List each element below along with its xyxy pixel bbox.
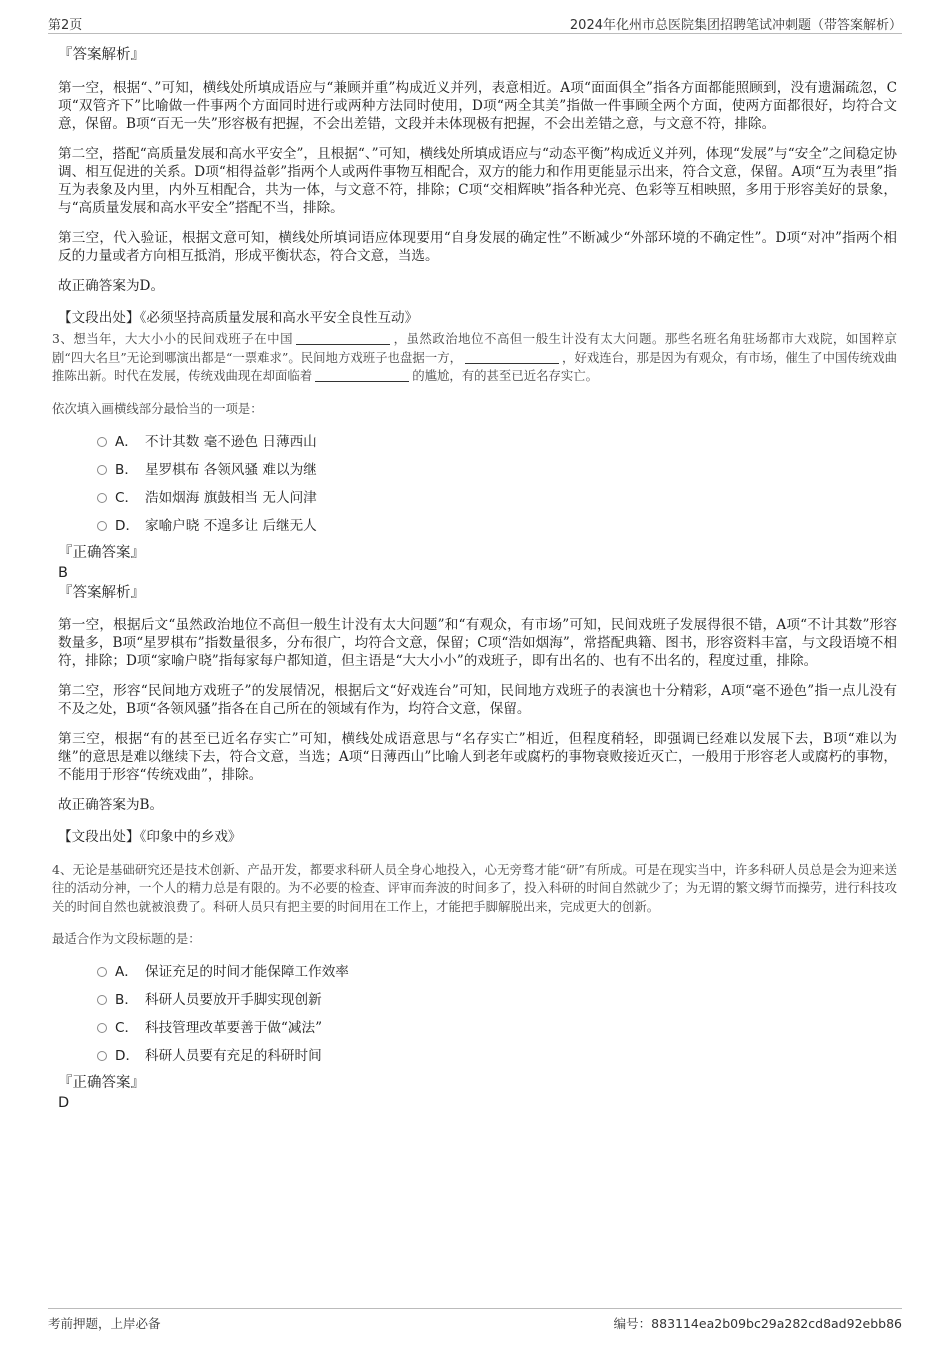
answer-conclusion: 故正确答案为B。 [58,796,164,813]
correct-answer: D [58,1095,70,1111]
page-number: 第2页 [48,18,83,33]
question-prompt: 依次填入画横线部分最恰当的一项是： [52,400,263,416]
analysis-paragraph: 第二空，搭配“高质量发展和高水平安全”，且根据“、”可知，横线处所填成语应与“动态平衡”构成近义并列，体现“发展”与“安全”之间稳定协调、相互促进的关系。D项“相得益彰”指两个人或两件事物互相配合，双方的能力和作用更能显示出来，符合文意，保留。A项“互为表里”指互为表象及内里，内外互相配合，共为一体，与文意不符，排除；C项“交相辉映”指各种光亮、色彩等互相映照，多用于形容美好的景象，与“高质量发展和高水平安全”搭配不当，排除。 [58,146,897,216]
document-title: 2024年化州市总医院集团招聘笔试冲刺题（带答案解析） [569,18,902,33]
analysis-label: 『答案解析』 [58,47,145,63]
analysis-paragraph: 第三空，代入验证，根据文意可知，横线处所填词语应体现要用“自身发展的确定性”不断减少“外部环境的不确定性”。D项“对冲”指两个相反的力量或者方向相互抵消，形成平衡状态，符合文意，当选。 [58,230,897,264]
options-list [97,431,897,543]
option-b[interactable]: B． 星罗棋布 各领风骚 难以为继 [97,459,897,487]
page-header [48,12,902,34]
radio-button[interactable] [97,493,107,503]
radio-button[interactable] [97,465,107,475]
question-prompt: 最适合作为文段标题的是： [52,931,201,946]
option-a[interactable]: A． 不计其数 毫不逊色 日薄西山 [97,431,897,459]
question-stem: 3、想当年，大大小小的民间戏班子在中国 ，虽然政治地位不高但一般生计没有太大问题。那些名班名角驻场都市大戏院，如国粹京剧“四大名旦”无论到哪演出都是“一票难求”。民间地方戏班子也盘据一方， ，好戏连台，那是因为有观众，有市场，催生了中国传统戏曲推陈出新。时代在发展，传统戏曲现在却面临着 的尴尬，有的甚至已近名存实亡。 [52,331,898,383]
option-a[interactable]: A． 保证充足的时间才能保障工作效率 [97,961,897,989]
footer-slogan: 考前押题，上岸必备 [48,1316,161,1331]
question-stem: 4、无论是基础研究还是技术创新、产品开发，都要求科研人员全身心地投入，心无旁骛才能“研”有所成。可是在现实当中，许多科研人员总是会为迎来送往的活动分神，一个人的精力总是有限的。为不必要的检查、评审而奔波的时间多了，投入科研的时间自然就少了；为无谓的繁文缛节而操劳，进行科技攻关的时间自然也就被浪费了。科研人员只有把主要的时间用在工作上，才能把手脚解脱出来，完成更大的创新。 [52,861,897,914]
fill-blank [296,332,390,345]
radio-button[interactable] [97,967,107,977]
analysis-paragraph: 第三空，根据“有的甚至已近名存实亡”可知，横线处成语意思与“名存实亡”相近，但程度稍轻，即强调已经难以发展下去，B项“难以为继”的意思是难以继续下去，符合文意，当选；A项“日薄西山”比喻人到老年或腐朽的事物衰败接近灭亡，一般用于形容老人或腐朽的事物，不能用于形容“传统戏曲”，排除。 [58,730,897,783]
correct-answer-label: 『正确答案』 [58,544,145,561]
option-c[interactable]: C． 科技管理改革要善于做“减法” [97,1017,897,1045]
fill-blank [315,369,409,382]
analysis-label: 『答案解析』 [58,584,145,601]
radio-button[interactable] [97,1051,107,1061]
options-list [97,961,897,1073]
correct-answer: B [58,564,68,581]
option-d[interactable]: D． 家喻户晓 不遑多让 后继无人 [97,515,897,543]
radio-button[interactable] [97,521,107,531]
source-citation: 【文段出处】《必须坚持高质量发展和高水平安全良性互动》 [58,310,419,326]
option-c[interactable]: C． 浩如烟海 旗鼓相当 无人问津 [97,487,897,515]
analysis-paragraph: 第二空，形容“民间地方戏班子”的发展情况，根据后文“好戏连台”可知，民间地方戏班子的表演也十分精彩，A项“毫不逊色”指一点儿没有不及之处，B项“各领风骚”指各在自己所在的领域有作为，均符合文意，保留。 [58,682,897,717]
radio-button[interactable] [97,1023,107,1033]
analysis-paragraph: 第一空，根据后文“虽然政治地位不高但一般生计没有太大问题”和“有观众，有市场”可知，民间戏班子发展得很不错，A项“不计其数”形容数量多，B项“星罗棋布”指数量很多，分布很广，均符合文意，保留；C项“浩如烟海”，常搭配典籍、图书，形容资料丰富，与文段语境不相符，排除；D项“家喻户晓”指每家每户都知道，但主语是“大大小小”的戏班子，即有出名的、也有不出名的，程度过重，排除。 [58,616,897,669]
answer-conclusion: 故正确答案为D。 [58,278,165,294]
correct-answer-label: 『正确答案』 [58,1075,145,1091]
radio-button[interactable] [97,437,107,447]
page-content [52,45,898,1113]
document-id: 编号：883114ea2b09bc29a282cd8ad92ebb86 [613,1316,902,1331]
page-footer [48,1308,902,1330]
fill-blank [465,351,559,364]
radio-button[interactable] [97,995,107,1005]
analysis-paragraph: 第一空，根据“、”可知，横线处所填成语应与“兼顾并重”构成近义并列，表意相近。A项“面面俱全”指各方面都能照顾到，没有遗漏疏忽，C项“双管齐下”比喻做一件事两个方面同时进行或两种方法同时使用，D项“两全其美”指做一件事顾全两个方面，使两方面都很好，均符合文意，保留。B项“百无一失”形容极有把握，不会出差错，文段并未体现极有把握，不会出差错之意，与文意不符，排除。 [58,80,897,132]
option-d[interactable]: D． 科研人员要有充足的科研时间 [97,1045,897,1073]
option-b[interactable]: B． 科研人员要放开手脚实现创新 [97,989,897,1017]
source-citation: 【文段出处】《印象中的乡戏》 [58,828,242,845]
